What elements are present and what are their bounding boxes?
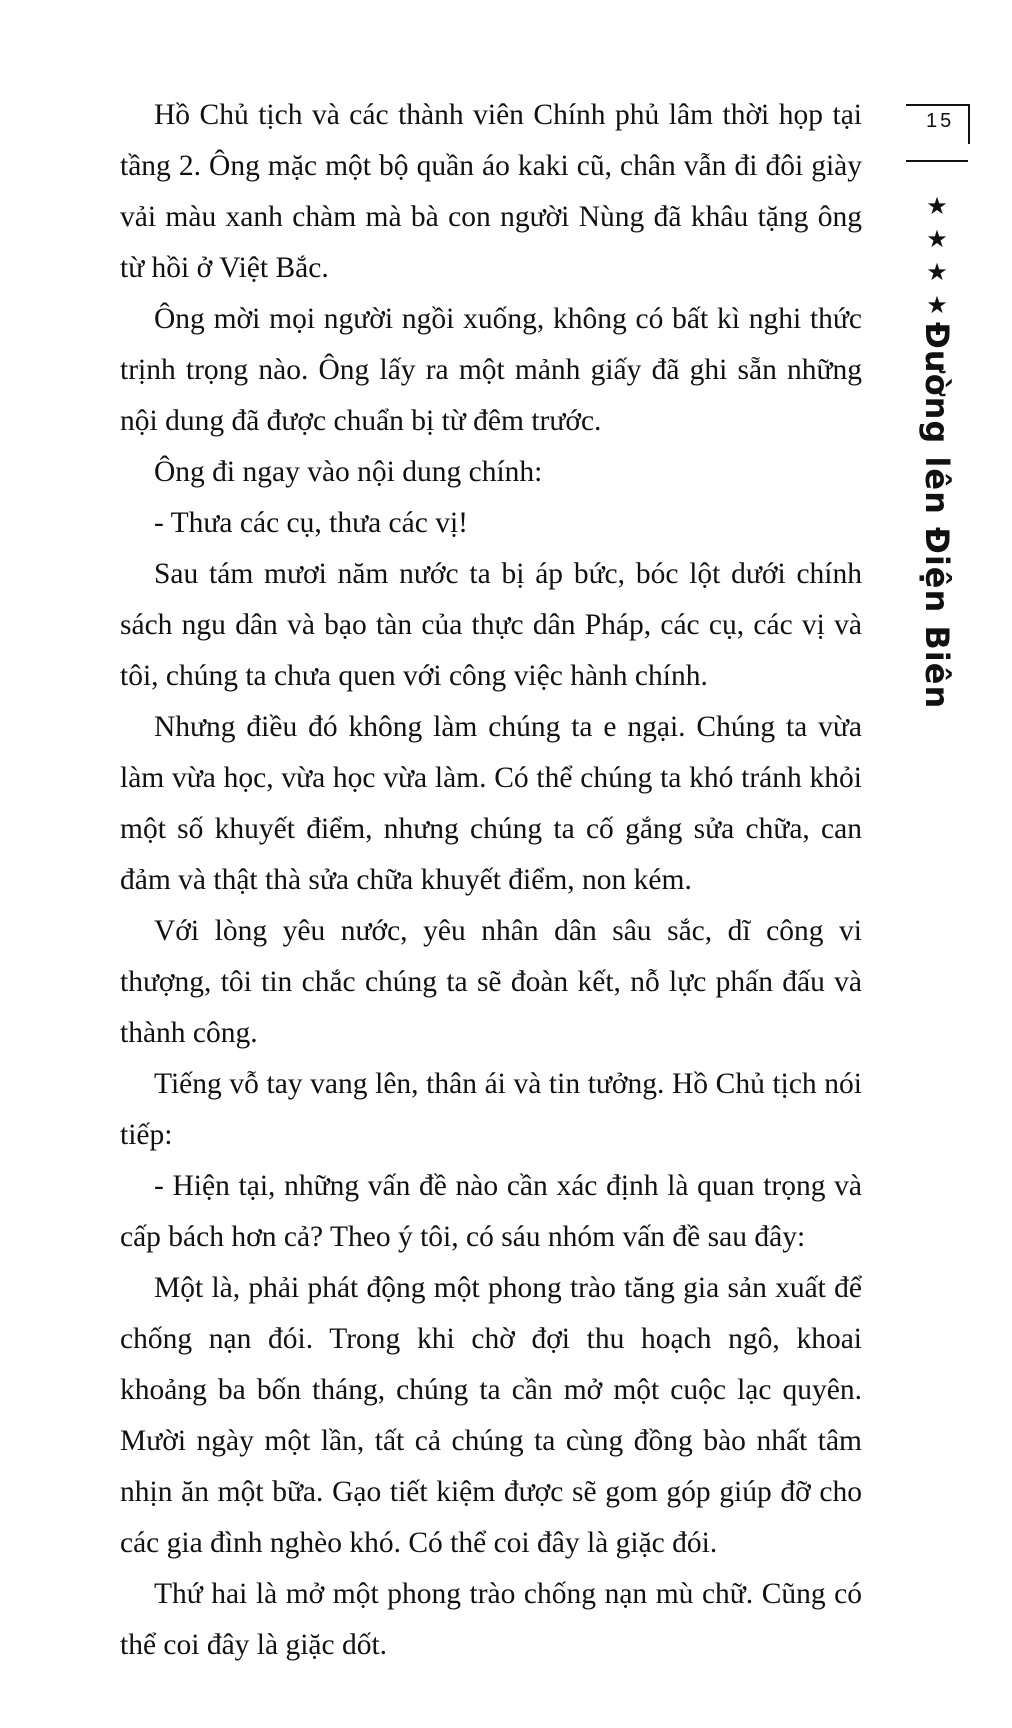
paragraph-10: Một là, phải phát động một phong trào tăng gia sản xuất để chống nạn đói. Trong khi chờ đợi thu hoạch ngô, khoai khoảng ba bốn tháng, chúng ta cần mở một cuộc lạc quyên. Mười ngày một lần, tất cả chúng ta cùng đồng bào nhất tâm nhịn ăn một bữa. Gạo tiết kiệm được sẽ gom góp giúp đỡ cho các gia đình nghèo khó. Có thể coi đây là giặc đói. [120, 1272, 862, 1559]
paragraph-6: Nhưng điều đó không làm chúng ta e ngại. Chúng ta vừa làm vừa học, vừa học vừa làm. Có thể chúng ta khó tránh khỏi một số khuyết điểm, nhưng chúng ta cố gắng sửa chữa, can đảm và thật thà sửa chữa khuyết điểm, non kém. [120, 711, 862, 896]
paragraph-7: Với lòng yêu nước, yêu nhân dân sâu sắc, dĩ công vi thượng, tôi tin chắc chúng ta sẽ đoàn kết, nỗ lực phấn đấu và thành công. [120, 915, 862, 1049]
page-number: 15 [926, 110, 955, 132]
running-book-title: Đường lên Điện Biên [918, 322, 956, 710]
paragraph-9: - Hiện tại, những vấn đề nào cần xác định là quan trọng và cấp bách hơn cả? Theo ý tôi, có sáu nhóm vấn đề sau đây: [120, 1170, 862, 1253]
paragraph-11: Thứ hai là mở một phong trào chống nạn mù chữ. Cũng có thể coi đây là giặc dốt. [120, 1578, 862, 1661]
paragraph-5: Sau tám mươi năm nước ta bị áp bức, bóc lột dưới chính sách ngu dân và bạo tàn của thực dân Pháp, các cụ, các vị và tôi, chúng ta chưa quen với công việc hành chính. [120, 558, 862, 692]
page-number-divider [906, 160, 968, 162]
paragraph-3: Ông đi ngay vào nội dung chính: [154, 456, 543, 488]
paragraph-2: Ông mời mọi người ngồi xuống, không có bất kì nghi thức trịnh trọng nào. Ông lấy ra một mảnh giấy đã ghi sẵn những nội dung đã được chuẩn bị từ đêm trước. [120, 303, 862, 437]
star-icon: ★ [926, 291, 948, 319]
star-icon: ★ [926, 258, 948, 286]
star-icon: ★ [926, 192, 948, 220]
star-icon: ★ [926, 225, 948, 253]
page-body-text [120, 90, 862, 1671]
paragraph-8: Tiếng vỗ tay vang lên, thân ái và tin tưởng. Hồ Chủ tịch nói tiếp: [120, 1068, 862, 1151]
paragraph-4: - Thưa các cụ, thưa các vị! [154, 507, 468, 539]
paragraph-1: Hồ Chủ tịch và các thành viên Chính phủ lâm thời họp tại tầng 2. Ông mặc một bộ quần áo kaki cũ, chân vẫn đi đôi giày vải màu xanh chàm mà bà con người Nùng đã khâu tặng ông từ hồi ở Việt Bắc. [120, 99, 862, 284]
star-ornament [922, 190, 952, 322]
